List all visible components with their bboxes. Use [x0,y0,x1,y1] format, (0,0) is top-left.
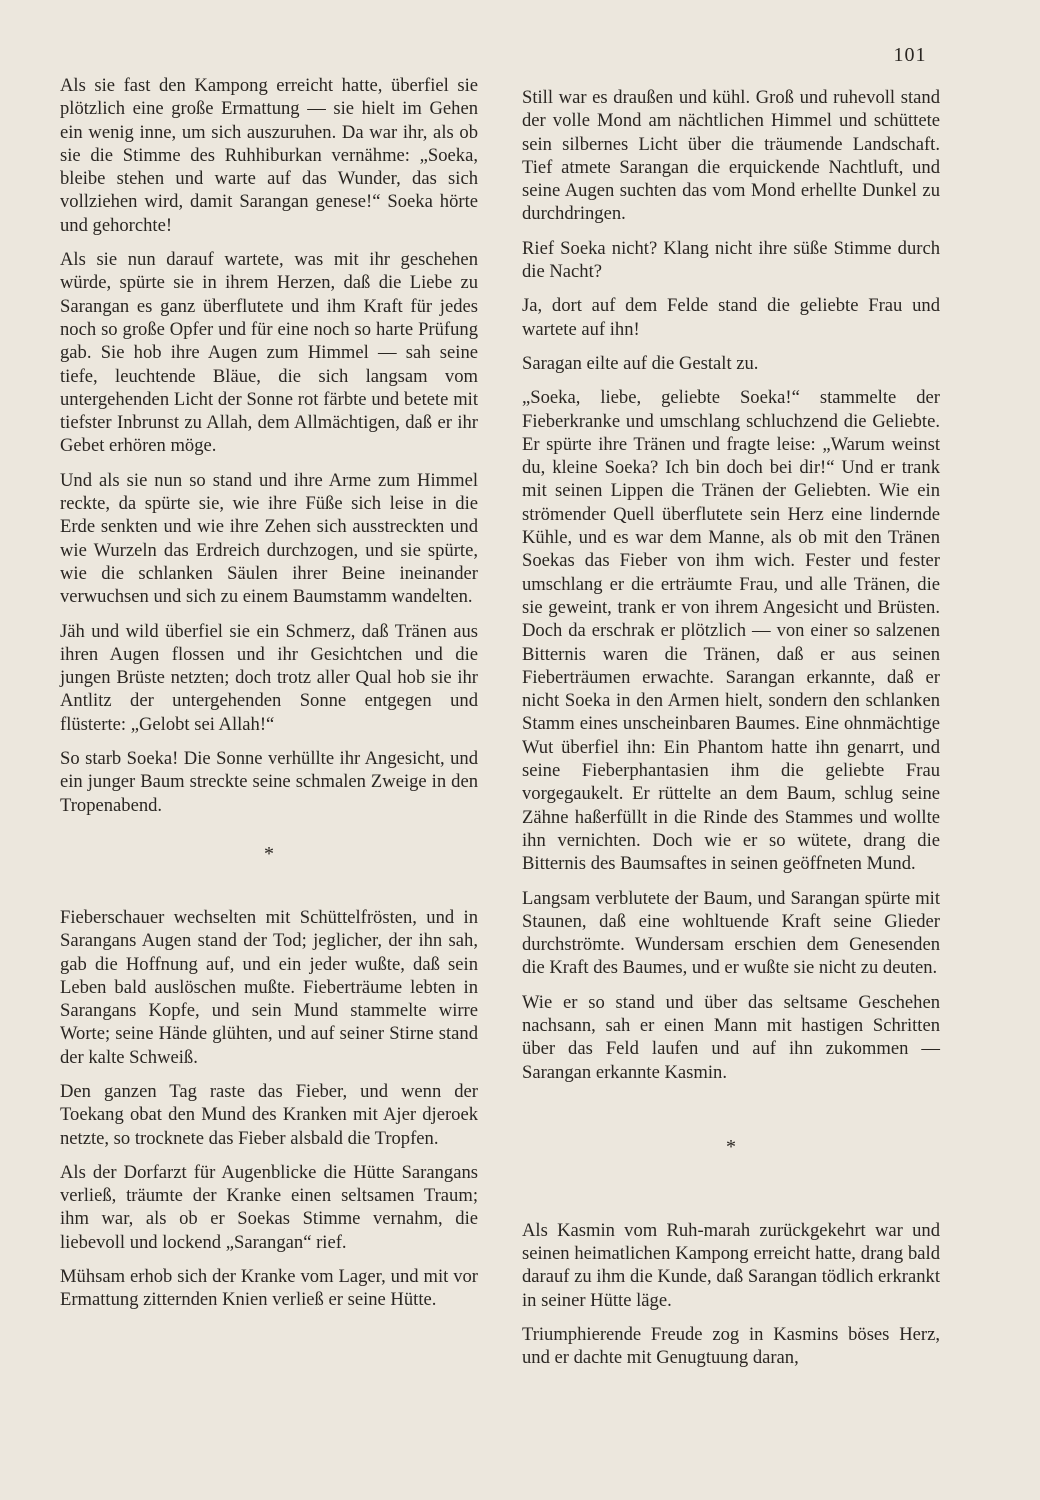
paragraph: Als sie nun darauf wartete, was mit ihr geschehen würde, spürte sie in ihrem Herzen, daß die Liebe zu Sarangan es ganz überflutete und ihm Kraft für jedes noch so große Opfer und für eine noch so harte Prüfung gab. Sie hob ihre Augen zum Himmel — sah seine tiefe, leuchtende Bläue, die sich langsam vom untergehenden Licht der Sonne rot färbte und betete mit tiefster Inbrunst zu Allah, dem Allmächtigen, daß er ihr Gebet erhören möge. [60,249,478,457]
left-column [60,74,478,1323]
paragraph: So starb Soeka! Die Sonne verhüllte ihr Angesicht, und ein junger Baum streckte seine schmalen Zweige in den Tropenabend. [60,748,478,816]
paragraph: Langsam verblutete der Baum, und Sarangan spürte mit Staunen, daß eine wohltuende Kraft seine Glieder durchströmte. Wundersam erschien dem Genesenden die Kraft des Baumes, und er wußte sie nicht zu deuten. [522,887,940,979]
paragraph: Wie er so stand und über das seltsame Geschehen nachsann, sah er einen Mann mit hastigen Schritten über das Feld laufen und auf ihn zukommen — Sarangan erkannte Kasmin. [522,991,940,1083]
paragraph: Als sie fast den Kampong erreicht hatte, überfiel sie plötzlich eine große Ermattung — sie hielt im Gehen ein wenig inne, um sich auszuruhen. Da war ihr, als ob sie die Stimme des Ruhhiburkan vernähme: „Soeka, bleibe stehen und warte auf das Wunder, das sich vollziehen wird, damit Sarangan genese!“ Soeka hörte und gehorchte! [60,75,478,236]
section-separator: * [726,1135,736,1158]
paragraph: Ja, dort auf dem Felde stand die geliebte Frau und wartete auf ihn! [522,295,940,340]
section-separator: * [264,842,274,865]
paragraph: Still war es draußen und kühl. Groß und ruhevoll stand der volle Mond am nächtlichen Himmel und schüttete sein silbernes Licht über die träumende Landschaft. Tief atmete Sarangan die erquickende Nachtluft, und seine Augen suchten das vom Mond erhellte Dunkel zu durchdringen. [522,87,940,225]
page-number: 101 [893,44,927,66]
paragraph: Jäh und wild überfiel sie ein Schmerz, daß Tränen aus ihren Augen flossen und ihr Gesichtchen und die jungen Brüste netzten; doch trotz aller Qual hob sie ihr Antlitz der untergehenden Sonne entgegen und flüsterte: „Gelobt sei Allah!“ [60,620,478,735]
paragraph: Triumphierende Freude zog in Kasmins böses Herz, und er dachte mit Genugtuung daran, [522,1324,940,1369]
right-column [522,86,940,1381]
paragraph: Rief Soeka nicht? Klang nicht ihre süße Stimme durch die Nacht? [522,237,940,283]
paragraph: Als Kasmin vom Ruh-marah zurückgekehrt war und seinen heimatlichen Kampong erreicht hatte, drang bald darauf zu ihm die Kunde, daß Sarangan tödlich erkrankt in seiner Hütte läge. [522,1219,940,1311]
paragraph: Mühsam erhob sich der Kranke vom Lager, und mit vor Ermattung zitternden Knien verließ er seine Hütte. [60,1266,478,1311]
paragraph: Den ganzen Tag raste das Fieber, und wenn der Toekang obat den Mund des Kranken mit Ajer djeroek netzte, so trocknete das Fieber alsbald die Tropfen. [60,1080,478,1149]
paragraph: „Soeka, liebe, geliebte Soeka!“ stammelte der Fieberkranke und umschlang schluchzend die Geliebte. Er spürte ihre Tränen und fragte leise: „Warum weinst du, kleine Soeka? Ich bin doch bei dir!“ Und er trank mit seinen Lippen die Tränen der Geliebten. Wie ein strömender Quell überflutete sein Herz eine lindernde Kühle, und es war dem Manne, als ob mit den Tränen Soekas das Fieber von ihm wich. Fester und fester umschlang er die erträumte Frau, und alle Tränen, die sie geweint, trank er von ihrem Angesicht und Brüsten. Doch da erschrak er plötzlich — von einer so salzenen Bitternis waren die Tränen, daß er aus seinen Fieberträumen erwachte. Sarangan erkannte, daß er nicht Soeka in den Armen hielt, sondern den schlanken Stamm eines unscheinbaren Baumes. Eine ohnmächtige Wut überfiel ihn: Ein Phantom hatte ihn genarrt, und seine Fieberphantasien ihm die geliebte Frau vorgegaukelt. Er rüttelte an dem Baum, schlug seine Zähne haßerfüllt in die Rinde des Stammes und wollte ihn vernichten. Doch wie er so wütete, drang die Bitternis des Baumsaftes in seinen geöffneten Mund. [522,387,940,875]
paragraph: Und als sie nun so stand und ihre Arme zum Himmel reckte, da spürte sie, wie ihre Füße sich leise in die Erde senkten und wie ihre Zehen sich ausstreckten und wie Wurzeln das Erdreich durchzogen, und sie spürte, wie die schlanken Säulen ihrer Beine ineinander verwuchsen und sich zu einem Baumstamm wandelten. [60,469,478,608]
paragraph: Fieberschauer wechselten mit Schüttelfrösten, und in Sarangans Augen stand der Tod; jeglicher, der ihn sah, gab die Hoffnung auf, und ein jeder wußte, daß sein Leben bald auslöschen mußte. Fieberträume lebten in Sarangans Kopfe, und sein Mund stammelte wirre Worte; seine Hände glühten, und auf seiner Stirne stand der kalte Schweiß. [60,906,478,1068]
paragraph: Saragan eilte auf die Gestalt zu. [522,352,759,374]
paragraph: Als der Dorfarzt für Augenblicke die Hütte Sarangans verließ, träumte der Kranke einen seltsamen Traum; ihm war, als ob er Soekas Stimme vernahm, die liebevoll und lockend „Sarangan“ rief. [60,1161,478,1253]
